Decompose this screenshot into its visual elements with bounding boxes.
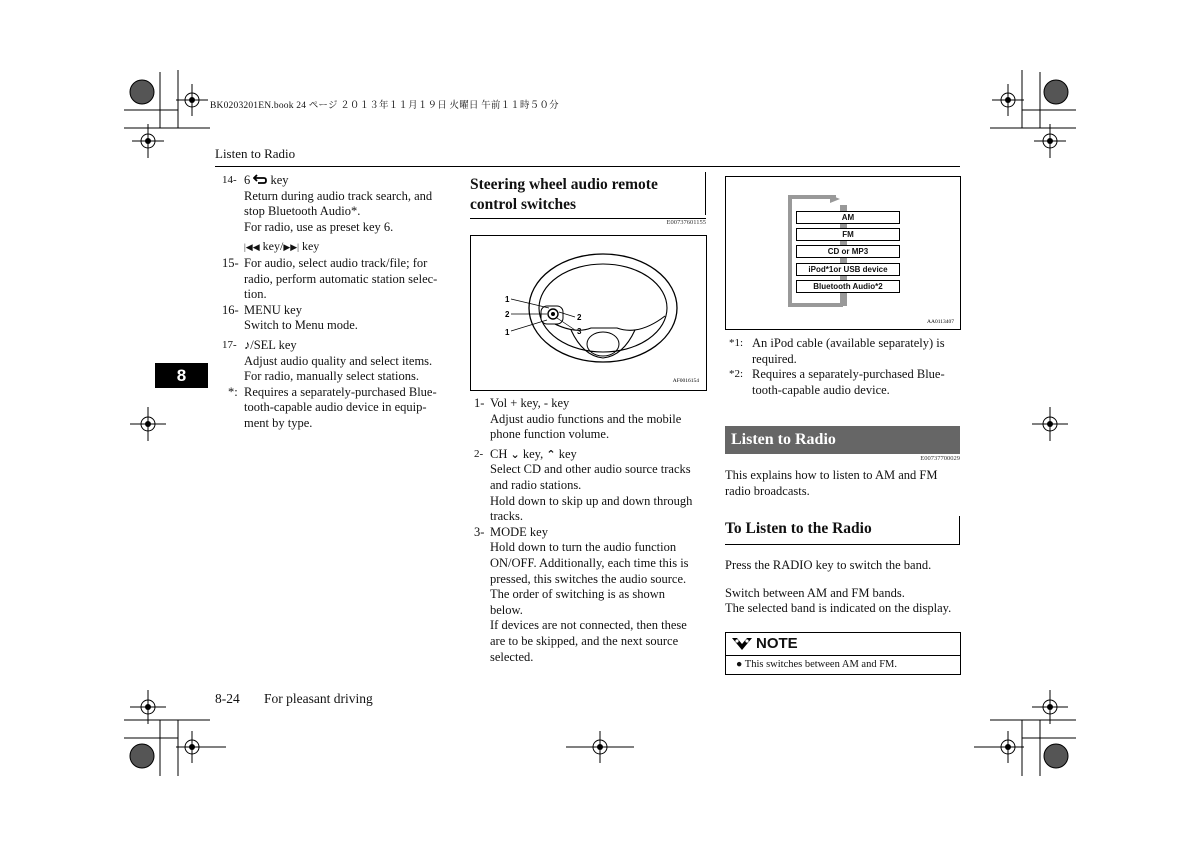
steering-section-header bbox=[470, 172, 706, 226]
footnote-line-1: Requires a separately-purchased Blue- bbox=[244, 384, 437, 399]
skip-back-icon: |◀◀ bbox=[244, 242, 260, 253]
footnote bbox=[222, 385, 450, 432]
footnote-1 bbox=[729, 336, 959, 367]
item-16-title: MENU key bbox=[244, 302, 302, 317]
item-number: 17- bbox=[222, 338, 237, 351]
item-3-desc-1: Hold down to turn the audio function bbox=[490, 540, 677, 555]
item-3 bbox=[474, 525, 704, 665]
item-17 bbox=[222, 338, 450, 385]
middle-items bbox=[474, 396, 704, 665]
callout-2-right: 2 bbox=[577, 313, 582, 322]
bullet-icon: ● bbox=[736, 659, 743, 670]
item-14-desc-3: For radio, use as preset key 6. bbox=[244, 219, 394, 234]
intro-line-2: radio broadcasts. bbox=[725, 483, 810, 498]
instruction-2: Switch between AM and FM bands. bbox=[725, 585, 905, 600]
skip-keys-line bbox=[244, 239, 450, 256]
callout-1-top: 1 bbox=[505, 295, 510, 304]
instruction-3: The selected band is indicated on the display. bbox=[725, 601, 952, 616]
item-17-title bbox=[244, 338, 450, 354]
source-order-figure bbox=[725, 176, 961, 330]
footnote-line-3: ment by type. bbox=[244, 415, 313, 430]
item-3-desc-6: If devices are not connected, then these bbox=[490, 618, 687, 633]
item-1-desc-1: Adjust audio functions and the mobile bbox=[490, 411, 682, 426]
item-number: 14- bbox=[222, 174, 237, 186]
item-2-desc-1: Select CD and other audio source tracks bbox=[490, 462, 691, 477]
music-note-icon: ♪ bbox=[244, 337, 251, 352]
callout-1-bottom: 1 bbox=[505, 328, 510, 337]
item-number: 3- bbox=[474, 524, 485, 539]
note-icon bbox=[731, 636, 753, 657]
note-title: NOTE bbox=[756, 635, 798, 652]
item-3-desc-5: below. bbox=[490, 602, 523, 617]
footnote-mark: *2: bbox=[729, 368, 744, 381]
figure-code: AF0016154 bbox=[672, 378, 699, 384]
section-title-line-1: Steering wheel audio remote bbox=[470, 176, 658, 193]
item-14-desc-1: Return during audio track search, and bbox=[244, 188, 433, 203]
item-1-title: Vol + key, - key bbox=[490, 396, 570, 410]
subsection-header bbox=[725, 516, 960, 545]
return-arrow-icon bbox=[253, 173, 267, 189]
item-number: 16- bbox=[222, 302, 239, 317]
steering-wheel-illustration bbox=[471, 236, 706, 390]
item-15 bbox=[222, 256, 450, 303]
note-text: This switches between AM and FM. bbox=[744, 659, 898, 670]
item-15-desc-1: For audio, select audio track/file; for bbox=[244, 255, 428, 270]
item-16-desc-1: Switch to Menu mode. bbox=[244, 318, 358, 333]
item-3-desc-7: are to be skipped, and the next source bbox=[490, 633, 679, 648]
item-3-title: MODE key bbox=[490, 524, 548, 539]
left-column bbox=[222, 173, 450, 432]
item-3-desc-3: pressed, this switches the audio source. bbox=[490, 571, 687, 586]
band-fm: FM bbox=[796, 228, 900, 241]
section-code: E00737601155 bbox=[666, 219, 706, 226]
item-14 bbox=[222, 173, 450, 235]
item-number: 1- bbox=[474, 396, 485, 410]
key-number: 6 bbox=[244, 173, 251, 187]
item-3-desc-8: selected. bbox=[490, 649, 534, 664]
footnote-2-line-2: tooth-capable audio device. bbox=[752, 382, 890, 397]
running-header: Listen to Radio bbox=[215, 146, 296, 161]
item-17-title-text: /SEL key bbox=[250, 337, 297, 352]
band-bluetooth: Bluetooth Audio*2 bbox=[796, 280, 900, 293]
figure-code: AA0113407 bbox=[927, 319, 954, 325]
footnote-line-2: tooth-capable audio device in equip- bbox=[244, 400, 427, 415]
item-16 bbox=[222, 303, 450, 334]
item-2-desc-3: Hold down to skip up and down through bbox=[490, 493, 693, 508]
listen-radio-banner: Listen to Radio bbox=[725, 426, 960, 454]
radio-instructions bbox=[725, 558, 960, 617]
chevron-up-icon: ⌃ bbox=[546, 447, 556, 461]
subsection-title: To Listen to the Radio bbox=[725, 520, 872, 537]
skip-forward-icon: ▶▶| bbox=[283, 242, 299, 253]
skip-keys-suffix: key bbox=[298, 239, 320, 254]
callout-2-left: 2 bbox=[505, 310, 510, 319]
band-ipod-usb: iPod*1or USB device bbox=[796, 263, 900, 276]
intro-line-1: This explains how to listen to AM and FM bbox=[725, 468, 938, 482]
key-label-2: key bbox=[555, 446, 577, 461]
item-3-desc-2: ON/OFF. Additionally, each time this is bbox=[490, 555, 689, 570]
ch-label: CH bbox=[490, 446, 508, 461]
key-suffix: key bbox=[267, 173, 289, 187]
intro-text bbox=[725, 468, 960, 499]
header-rule bbox=[215, 166, 960, 167]
footnote-1-line-2: required. bbox=[752, 351, 797, 366]
item-14-title bbox=[244, 173, 450, 189]
instruction-1: Press the RADIO key to switch the band. bbox=[725, 558, 932, 572]
steering-wheel-figure bbox=[470, 235, 707, 391]
band-am: AM bbox=[796, 211, 900, 224]
item-2-desc-2: and radio stations. bbox=[490, 477, 582, 492]
band-cd-mp3: CD or MP3 bbox=[796, 245, 900, 258]
item-3-desc-4: The order of switching is as shown bbox=[490, 587, 665, 602]
item-number: 2- bbox=[474, 447, 484, 460]
chapter-name: For pleasant driving bbox=[264, 691, 373, 706]
item-2 bbox=[474, 447, 704, 525]
item-2-desc-4: tracks. bbox=[490, 509, 523, 524]
footnote-mark: *1: bbox=[729, 337, 744, 349]
item-2-title bbox=[490, 447, 704, 463]
item-1 bbox=[474, 396, 704, 443]
page-number: 8-24 bbox=[215, 691, 240, 706]
item-15-desc-3: tion. bbox=[244, 287, 267, 302]
item-17-desc-2: For radio, manually select stations. bbox=[244, 369, 419, 384]
item-number: 15- bbox=[222, 255, 239, 270]
item-17-desc-1: Adjust audio quality and select items. bbox=[244, 353, 433, 368]
footnote-mark: *: bbox=[228, 384, 238, 399]
item-14-desc-2: stop Bluetooth Audio*. bbox=[244, 204, 361, 219]
chapter-tab: 8 bbox=[155, 363, 208, 388]
footnote-2-line-1: Requires a separately-purchased Blue- bbox=[752, 367, 945, 382]
footnote-2 bbox=[729, 367, 959, 398]
callout-3: 3 bbox=[577, 327, 582, 336]
footnote-1-line-1: An iPod cable (available separately) is bbox=[752, 336, 945, 350]
figure-footnotes bbox=[729, 336, 959, 398]
note-header bbox=[726, 633, 960, 656]
banner-code: E00737700029 bbox=[920, 455, 960, 462]
item-15-desc-2: radio, perform automatic station selec- bbox=[244, 271, 438, 286]
note-box bbox=[725, 632, 961, 675]
key-label-1: key, bbox=[519, 446, 544, 461]
skip-keys-text: key/ bbox=[259, 239, 284, 254]
section-title bbox=[470, 172, 706, 215]
item-1-desc-2: phone function volume. bbox=[490, 427, 610, 442]
chevron-down-icon: ⌄ bbox=[510, 447, 520, 461]
note-body bbox=[726, 656, 960, 670]
book-info-line: BK0203201EN.book 24 ページ ２０１３年１１月１９日 火曜日 午前１１時５０分 bbox=[210, 101, 559, 111]
section-title-line-2: control switches bbox=[470, 196, 577, 213]
